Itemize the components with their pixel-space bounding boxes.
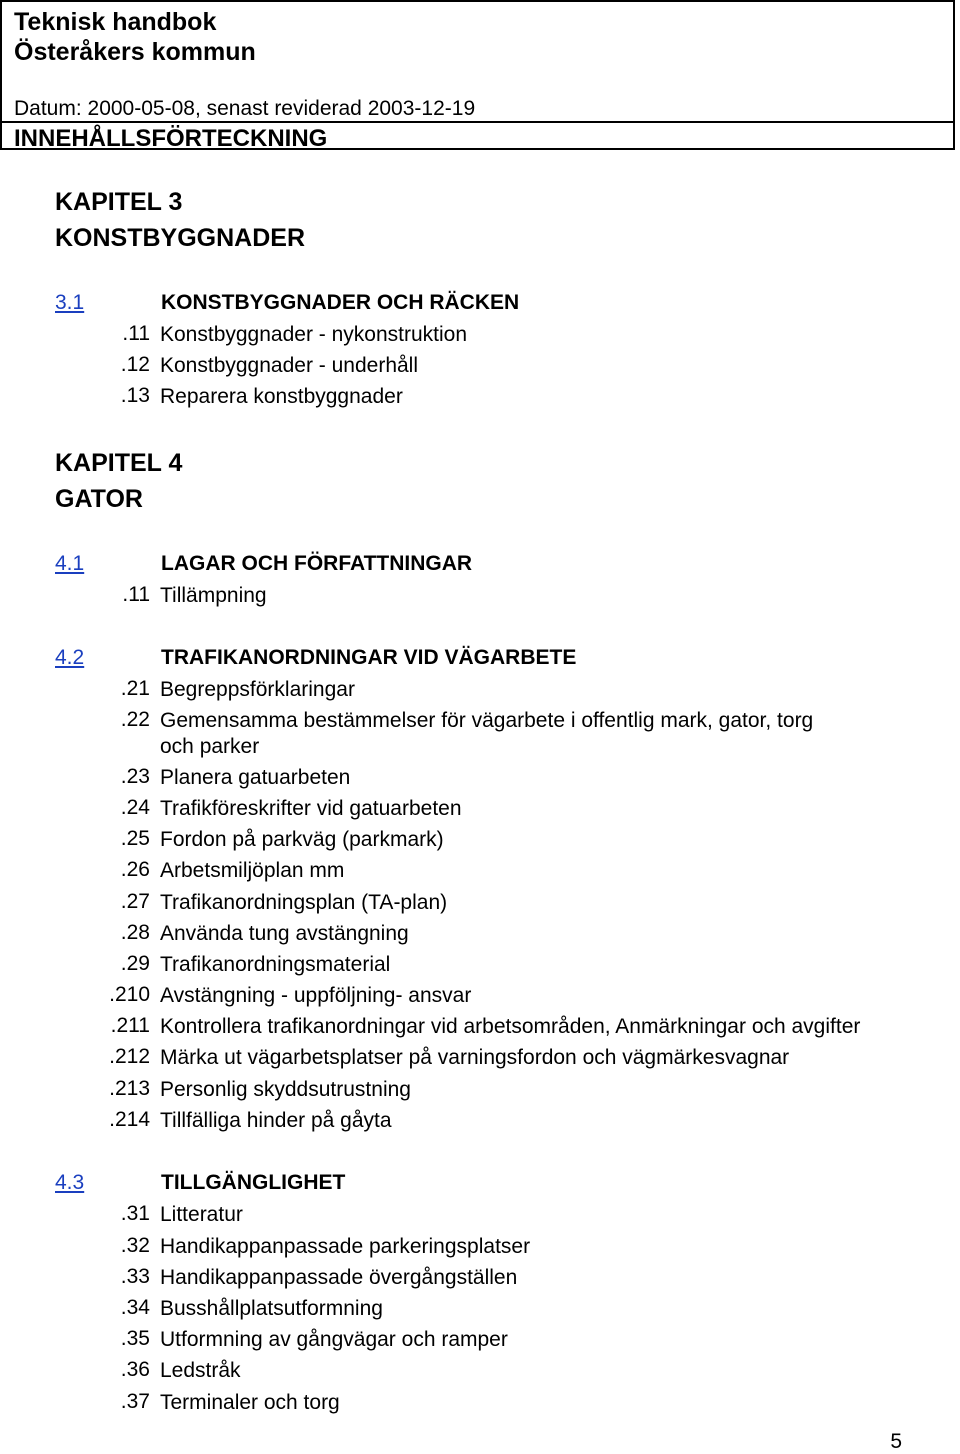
item-number: .12: [120, 353, 150, 376]
item-number: .210: [109, 983, 150, 1006]
item-number: .27: [120, 890, 150, 913]
item-title: Handikappanpassade övergångställen: [160, 1266, 518, 1289]
page-number: 5: [890, 1430, 902, 1453]
item-number: .11: [122, 322, 150, 345]
section-4-2-title: TRAFIKANORDNINGAR VID VÄGARBETE: [161, 646, 577, 669]
item-title: Arbetsmiljöplan mm: [160, 859, 345, 882]
header-divider: [2, 121, 953, 123]
item-title: Konstbyggnader - underhåll: [160, 354, 419, 377]
item-number: .22: [120, 708, 150, 731]
item-number: .25: [120, 827, 150, 850]
header-title-line2: Österåkers kommun: [14, 38, 256, 66]
item-number: .213: [109, 1077, 150, 1100]
item-title: Konstbyggnader - nykonstruktion: [160, 323, 468, 346]
item-title: Kontrollera trafikanordningar vid arbetsområden, Anmärkningar och avgifter: [160, 1015, 861, 1038]
item-title: Använda tung avstängning: [160, 922, 409, 945]
item-title: Busshållplatsutformning: [160, 1297, 383, 1320]
item-number: .13: [120, 384, 150, 407]
section-4-1-link[interactable]: 4.1: [55, 552, 85, 575]
section-4-2-link[interactable]: 4.2: [55, 646, 85, 669]
item-title: Planera gatuarbeten: [160, 766, 351, 789]
item-number: .31: [120, 1202, 150, 1225]
item-number: .24: [120, 796, 150, 819]
section-4-3-title: TILLGÄNGLIGHET: [161, 1171, 346, 1194]
item-number: .211: [110, 1014, 150, 1037]
section-3-1-link[interactable]: 3.1: [55, 291, 85, 314]
item-title: Avstängning - uppföljning- ansvar: [160, 984, 472, 1007]
chapter-3-heading: KAPITEL 3: [55, 188, 183, 216]
chapter-3-subheading: KONSTBYGGNADER: [55, 224, 306, 252]
item-title: Terminaler och torg: [160, 1391, 340, 1414]
header-title-line1: Teknisk handbok: [14, 8, 217, 36]
item-title: Utformning av gångvägar och ramper: [160, 1328, 508, 1351]
section-4-1-title: LAGAR OCH FÖRFATTNINGAR: [161, 552, 473, 575]
item-number: .32: [120, 1234, 150, 1257]
item-title: Trafikanordningsmaterial: [160, 953, 391, 976]
item-number: .33: [120, 1265, 150, 1288]
item-number: .23: [120, 765, 150, 788]
item-number: .37: [120, 1390, 150, 1413]
item-title: Tillämpning: [160, 584, 267, 607]
item-number: .21: [120, 677, 150, 700]
item-number: .11: [122, 583, 150, 606]
chapter-4-heading: KAPITEL 4: [55, 449, 183, 477]
item-title: Begreppsförklaringar: [160, 678, 355, 701]
toc-title: INNEHÅLLSFÖRTECKNING: [14, 125, 328, 152]
document-header: [0, 0, 955, 150]
item-title: Gemensamma bestämmelser för vägarbete i offentlig mark, gator, torg: [160, 709, 814, 732]
section-4-3-link[interactable]: 4.3: [55, 1171, 85, 1194]
item-title: Trafikanordningsplan (TA-plan): [160, 891, 448, 914]
item-number: .36: [120, 1358, 150, 1381]
item-number: .35: [120, 1327, 150, 1350]
item-title-continued: och parker: [160, 735, 260, 758]
section-3-1-title: KONSTBYGGNADER OCH RÄCKEN: [161, 291, 520, 314]
item-title: Fordon på parkväg (parkmark): [160, 828, 444, 851]
chapter-4-subheading: GATOR: [55, 485, 143, 513]
item-title: Ledstråk: [160, 1359, 241, 1382]
item-title: Personlig skyddsutrustning: [160, 1078, 411, 1101]
item-number: .212: [109, 1045, 150, 1068]
item-number: .26: [120, 858, 150, 881]
item-title: Reparera konstbyggnader: [160, 385, 403, 408]
item-number: .28: [120, 921, 150, 944]
item-number: .29: [120, 952, 150, 975]
item-number: .214: [109, 1108, 150, 1131]
item-title: Trafikföreskrifter vid gatuarbeten: [160, 797, 462, 820]
item-title: Litteratur: [160, 1203, 243, 1226]
item-title: Handikappanpassade parkeringsplatser: [160, 1235, 531, 1258]
item-title: Märka ut vägarbetsplatser på varningsfordon och vägmärkesvagnar: [160, 1046, 790, 1069]
header-date: Datum: 2000-05-08, senast reviderad 2003-12-19: [14, 97, 476, 120]
item-title: Tillfälliga hinder på gåyta: [160, 1109, 392, 1132]
item-number: .34: [120, 1296, 150, 1319]
